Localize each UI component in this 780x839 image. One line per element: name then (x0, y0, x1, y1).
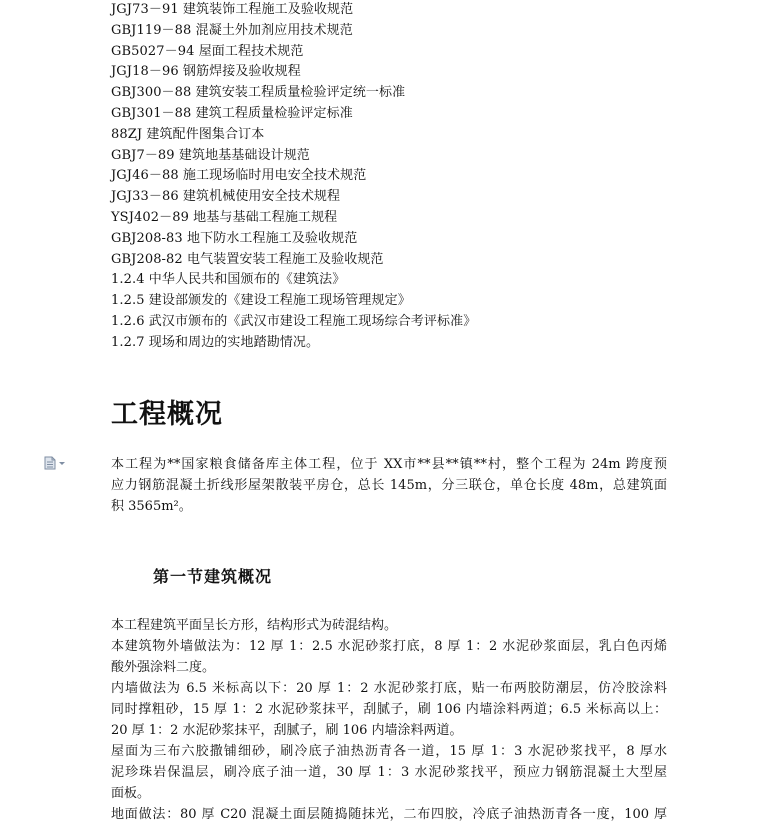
standard-item: JGJ33－86 建筑机械使用安全技术规程 (111, 189, 341, 205)
standard-item: GBJ208-82 电气装置安装工程施工及验收规范 (111, 251, 384, 267)
overview-paragraph (111, 454, 667, 517)
section-heading-architecture: 第一节建筑概况 (153, 567, 273, 586)
paragraph-line: 本工程为**国家粮食储备库主体工程，位于 XX市**县**镇**村，整个工程为 24m 跨度预 (111, 457, 667, 472)
standard-item: JGJ73－91 建筑装饰工程施工及验收规范 (111, 2, 354, 17)
paragraph-line: 积 3565m²。 (111, 499, 192, 514)
paragraph-line: 同时撑粗砂，15 厚 1：2 水泥砂浆抹平，刮腻子，刷 106 内墙涂料两道；6.5 米标高以上： (111, 702, 667, 717)
heading-project-overview: 工程概况 (111, 399, 223, 430)
standard-item: 88ZJ 建筑配件图集合订本 (111, 126, 265, 142)
document-dropdown-icon[interactable] (43, 455, 69, 469)
paragraph-line: 面板。 (111, 786, 151, 801)
paragraph-line: 酸外强涂料二度。 (111, 660, 216, 675)
standard-item: JGJ46－88 施工现场临时用电安全技术规范 (111, 168, 367, 184)
paragraph-line: 内墙做法为 6.5 米标高以下：20 厚 1：2 水泥砂浆打底，贴一布两胶防潮层，仿冷胶涂料 (111, 681, 667, 696)
standard-item: 1.2.4 中华人民共和国颁布的《建筑法》 (111, 272, 346, 288)
standard-item: GBJ208-83 地下防水工程施工及验收规范 (111, 230, 358, 246)
standard-item: 1.2.5 建设部颁发的《建设工程施工现场管理规定》 (111, 293, 411, 309)
paragraph-line: 屋面为三布六胶撒铺细砂，刷冷底子油热沥青各一道，15 厚 1：3 水泥砂浆找平，8 厚水 (111, 744, 667, 759)
paragraph-line: 20 厚 1：2 水泥砂浆抹平，刮腻子，刷 106 内墙涂料两道。 (111, 723, 463, 738)
paragraph-line: 泥珍珠岩保温层，刷冷底子油一道，30 厚 1：3 水泥砂浆找平，预应力钢筋混凝土大型屋 (111, 765, 667, 780)
paragraph-line: 应力钢筋混凝土折线形屋架散装平房仓，总长 145m，分三联仓，单仓长度 48m，总建筑面 (111, 478, 667, 493)
standard-item: GBJ7－89 建筑地基基础设计规范 (111, 147, 310, 163)
standard-item: GBJ119－88 混凝土外加剂应用技术规范 (111, 22, 353, 38)
standard-item: JGJ18－96 钢筋焊接及验收规程 (111, 64, 301, 80)
standard-item: 1.2.6 武汉市颁布的《武汉市建设工程施工现场综合考评标准》 (111, 313, 477, 329)
standard-item: GBJ300－88 建筑安装工程质量检验评定统一标准 (111, 85, 406, 101)
standard-item: 1.2.7 现场和周边的实地踏勘情况。 (111, 334, 320, 350)
paragraph-line: 地面做法：80 厚 C20 混凝土面层随捣随抹光，二布四胶，冷底子油热沥青各一度，100 厚 (111, 807, 667, 822)
standard-item: YSJ402－89 地基与基础工程施工规程 (111, 209, 338, 225)
paragraph-line: 本工程建筑平面呈长方形，结构形式为砖混结构。 (111, 618, 398, 633)
architecture-description (111, 615, 667, 825)
standard-item: GBJ301－88 建筑工程质量检验评定标准 (111, 105, 353, 121)
standard-item: GB5027－94 屋面工程技术规范 (111, 43, 304, 59)
paragraph-line: 本建筑物外墙做法为：12 厚 1：2.5 水泥砂浆打底，8 厚 1：2 水泥砂浆面层，乳白色丙烯 (111, 639, 667, 654)
standards-list (111, 0, 711, 354)
